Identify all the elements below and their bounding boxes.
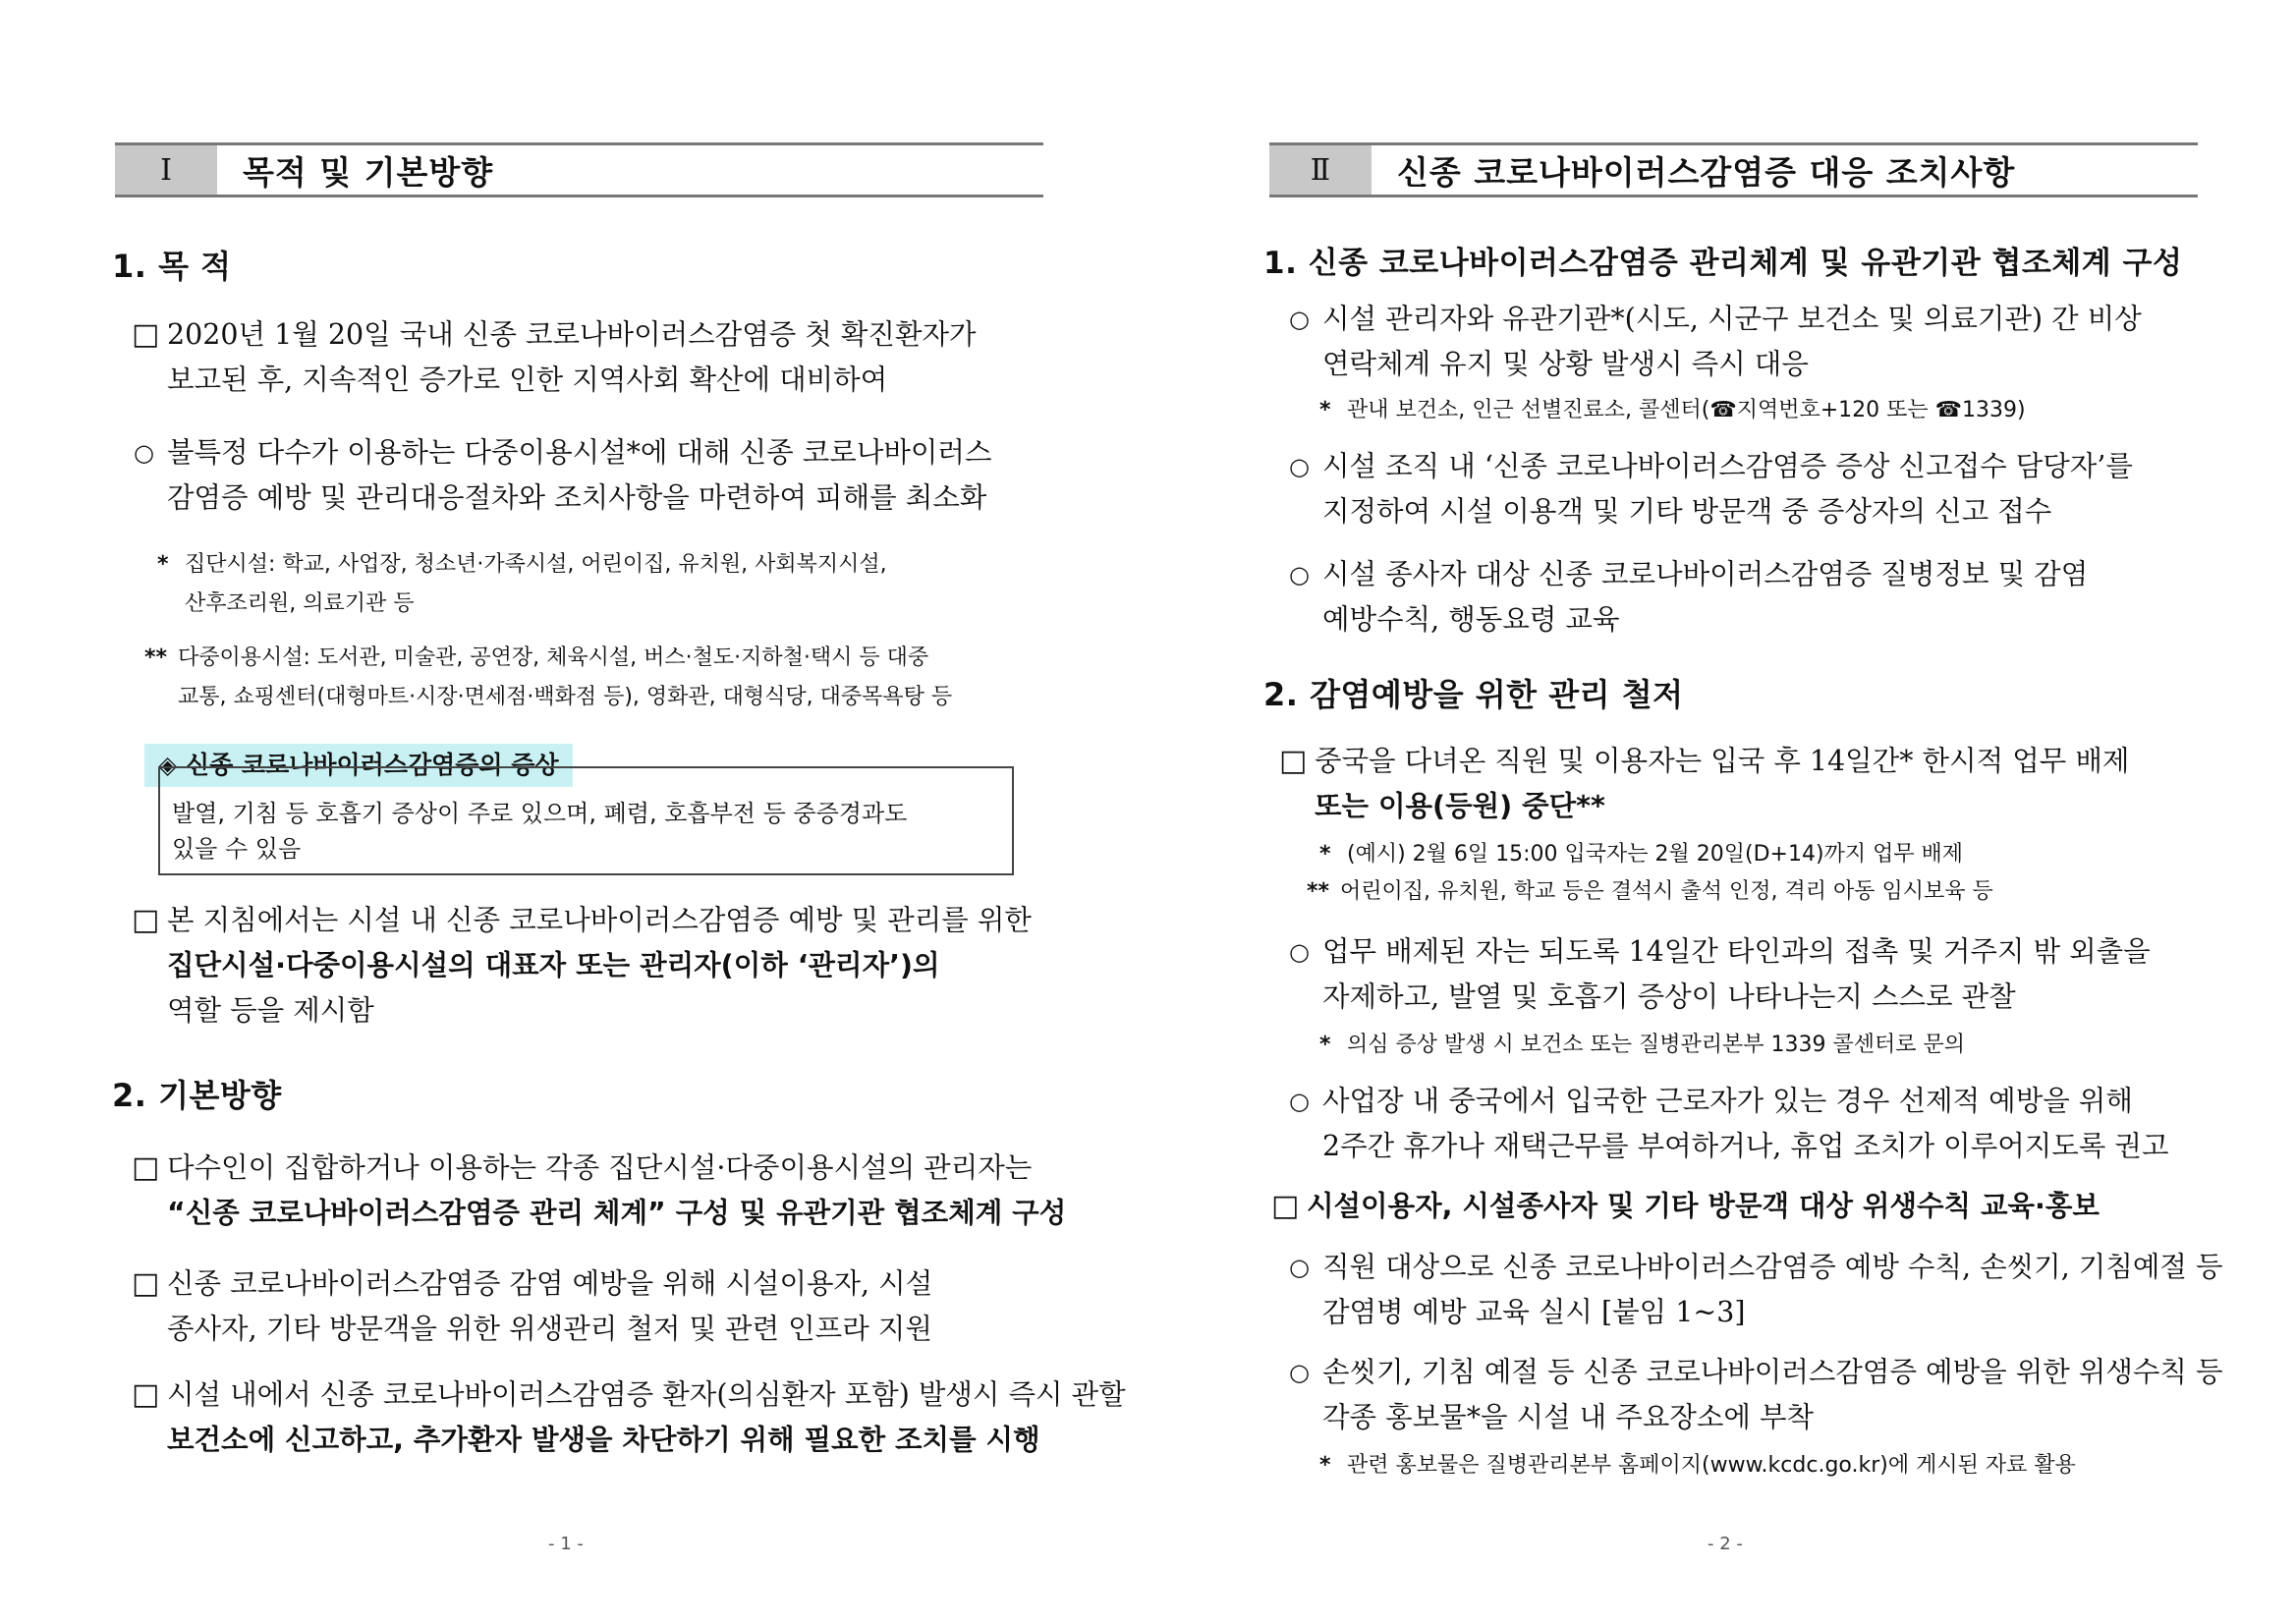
footnote-marker: ** <box>144 645 168 670</box>
paragraph: ○ 업무 배제된 자는 되도록 14일간 타인과의 접촉 및 거주지 밖 외출을 자제하고, 발열 및 호흡기 증상이 나타나는지 스스로 관찰 <box>1322 929 2199 1020</box>
footnote-marker: * <box>1319 398 1331 422</box>
paragraph: □ 시설 내에서 신종 코로나바이러스감염증 환자(의심환자 포함) 발생시 즉시 관할 보건소에 신고하고, 추가환자 발생을 차단하기 위해 필요한 조치를 시행 <box>167 1372 1043 1463</box>
paragraph: ○ 시설 조직 내 ‘신종 코로나바이러스감염증 증상 신고접수 담당자’를 지정하여 시설 이용객 및 기타 방문객 중 증상자의 신고 접수 <box>1322 444 2199 534</box>
footnote-marker: ** <box>1307 879 1330 904</box>
page-2 <box>1148 0 2295 1624</box>
section-title: 2. 기본방향 <box>112 1077 282 1114</box>
section-title: 1. 목 적 <box>112 248 232 285</box>
chapter-header <box>1269 142 2198 197</box>
footnote: * 집단시설: 학교, 사업장, 청소년·가족시설, 어린이집, 유치원, 사회복지시설, 산후조리원, 의료기관 등 <box>157 545 1051 624</box>
footnote: ** 다중이용시설: 도서관, 미술관, 공연장, 체육시설, 버스·철도·지하철·택시 등 대중 교통, 쇼핑센터(대형마트·시장·면세점·백화점 등), 영화관, 대형식당, 대중목욕탕 등 <box>144 639 1048 717</box>
section-title: 2. 감염예방을 위한 관리 철저 <box>1263 676 1684 713</box>
paragraph: □ 본 지침에서는 시설 내 신종 코로나바이러스감염증 예방 및 관리를 위한 집단시설·다중이용시설의 대표자 또는 관리자(이하 ‘관리자’)의 역할 등을 제시함 <box>167 898 1043 1034</box>
chapter-number: Ⅱ <box>1269 145 1372 195</box>
paragraph: □ 신종 코로나바이러스감염증 감염 예방을 위해 시설이용자, 시설 종사자, 기타 방문객을 위한 위생관리 철저 및 관련 인프라 지원 <box>167 1261 1043 1352</box>
paragraph: ○ 시설 관리자와 유관기관*(시도, 시군구 보건소 및 의료기관) 간 비상 연락체계 유지 및 상황 발생시 즉시 대응 <box>1322 297 2199 387</box>
footnote: * (예시) 2월 6일 15:00 입국자는 2월 20일(D+14)까지 업무 배제 <box>1319 835 2204 874</box>
section-title: 1. 신종 코로나바이러스감염증 관리체계 및 유관기관 협조체계 구성 <box>1263 246 2183 281</box>
chapter-header <box>115 142 1043 197</box>
callout-box: 발열, 기침 등 호흡기 증상이 주로 있으며, 폐렴, 호흡부전 등 중증경과도 있을 수 있음 <box>158 766 1014 875</box>
footnote: * 관내 보건소, 인근 선별진료소, 콜센터(☎지역번호+120 또는 ☎1339) <box>1319 391 2204 430</box>
page-number: - 1 - <box>548 1534 584 1554</box>
page-number: - 2 - <box>1708 1534 1743 1554</box>
callout-title: ◈ 신종 코로나바이러스감염증의 증상 <box>144 744 573 787</box>
paragraph: ○ 시설 종사자 대상 신종 코로나바이러스감염증 질병정보 및 감염 예방수칙, 행동요령 교육 <box>1322 552 2199 643</box>
chapter-title: 목적 및 기본방향 <box>243 152 494 192</box>
chapter-title: 신종 코로나바이러스감염증 대응 조치사항 <box>1397 152 2016 192</box>
footnote-marker: * <box>1319 1033 1331 1057</box>
paragraph: □ 중국을 다녀온 직원 및 이용자는 입국 후 14일간* 한시적 업무 배제 또는 이용(등원) 중단** <box>1315 739 2199 829</box>
footnote-marker: * <box>157 552 169 577</box>
paragraph: □ 2020년 1월 20일 국내 신종 코로나바이러스감염증 첫 확진환자가 보고된 후, 지속적인 증가로 인한 지역사회 확산에 대비하여 <box>167 312 1043 403</box>
footnote-marker: * <box>1319 1453 1331 1478</box>
paragraph: ○ 직원 대상으로 신종 코로나바이러스감염증 예방 수칙, 손씻기, 기침예절 등 감염병 예방 교육 실시 [붙임 1~3] <box>1322 1245 2199 1335</box>
footnote: * 관련 홍보물은 질병관리본부 홈페이지(www.kcdc.go.kr)에 게시된 자료 활용 <box>1319 1446 2204 1485</box>
footnote: * 의심 증상 발생 시 보건소 또는 질병관리본부 1339 콜센터로 문의 <box>1319 1026 2204 1065</box>
footnote-marker: * <box>1319 842 1331 867</box>
paragraph: □ 시설이용자, 시설종사자 및 기타 방문객 대상 위생수칙 교육·홍보 <box>1307 1184 2199 1229</box>
paragraph: ○ 손씻기, 기침 예절 등 신종 코로나바이러스감염증 예방을 위한 위생수칙 등 각종 홍보물*을 시설 내 주요장소에 부착 <box>1322 1350 2199 1440</box>
paragraph: □ 다수인이 집합하거나 이용하는 각종 집단시설·다중이용시설의 관리자는 “신종 코로나바이러스감염증 관리 체계” 구성 및 유관기관 협조체계 구성 <box>167 1146 1043 1236</box>
paragraph: ○ 사업장 내 중국에서 입국한 근로자가 있는 경우 선제적 예방을 위해 2주간 휴가나 재택근무를 부여하거나, 휴업 조치가 이루어지도록 권고 <box>1322 1079 2199 1169</box>
footnote: ** 어린이집, 유치원, 학교 등은 결석시 출석 인정, 격리 아동 임시보육 등 <box>1307 872 2201 912</box>
paragraph: ○ 불특정 다수가 이용하는 다중이용시설*에 대해 신종 코로나바이러스 감염증 예방 및 관리대응절차와 조치사항을 마련하여 피해를 최소화 <box>167 430 1043 521</box>
chapter-number: Ⅰ <box>115 145 217 195</box>
